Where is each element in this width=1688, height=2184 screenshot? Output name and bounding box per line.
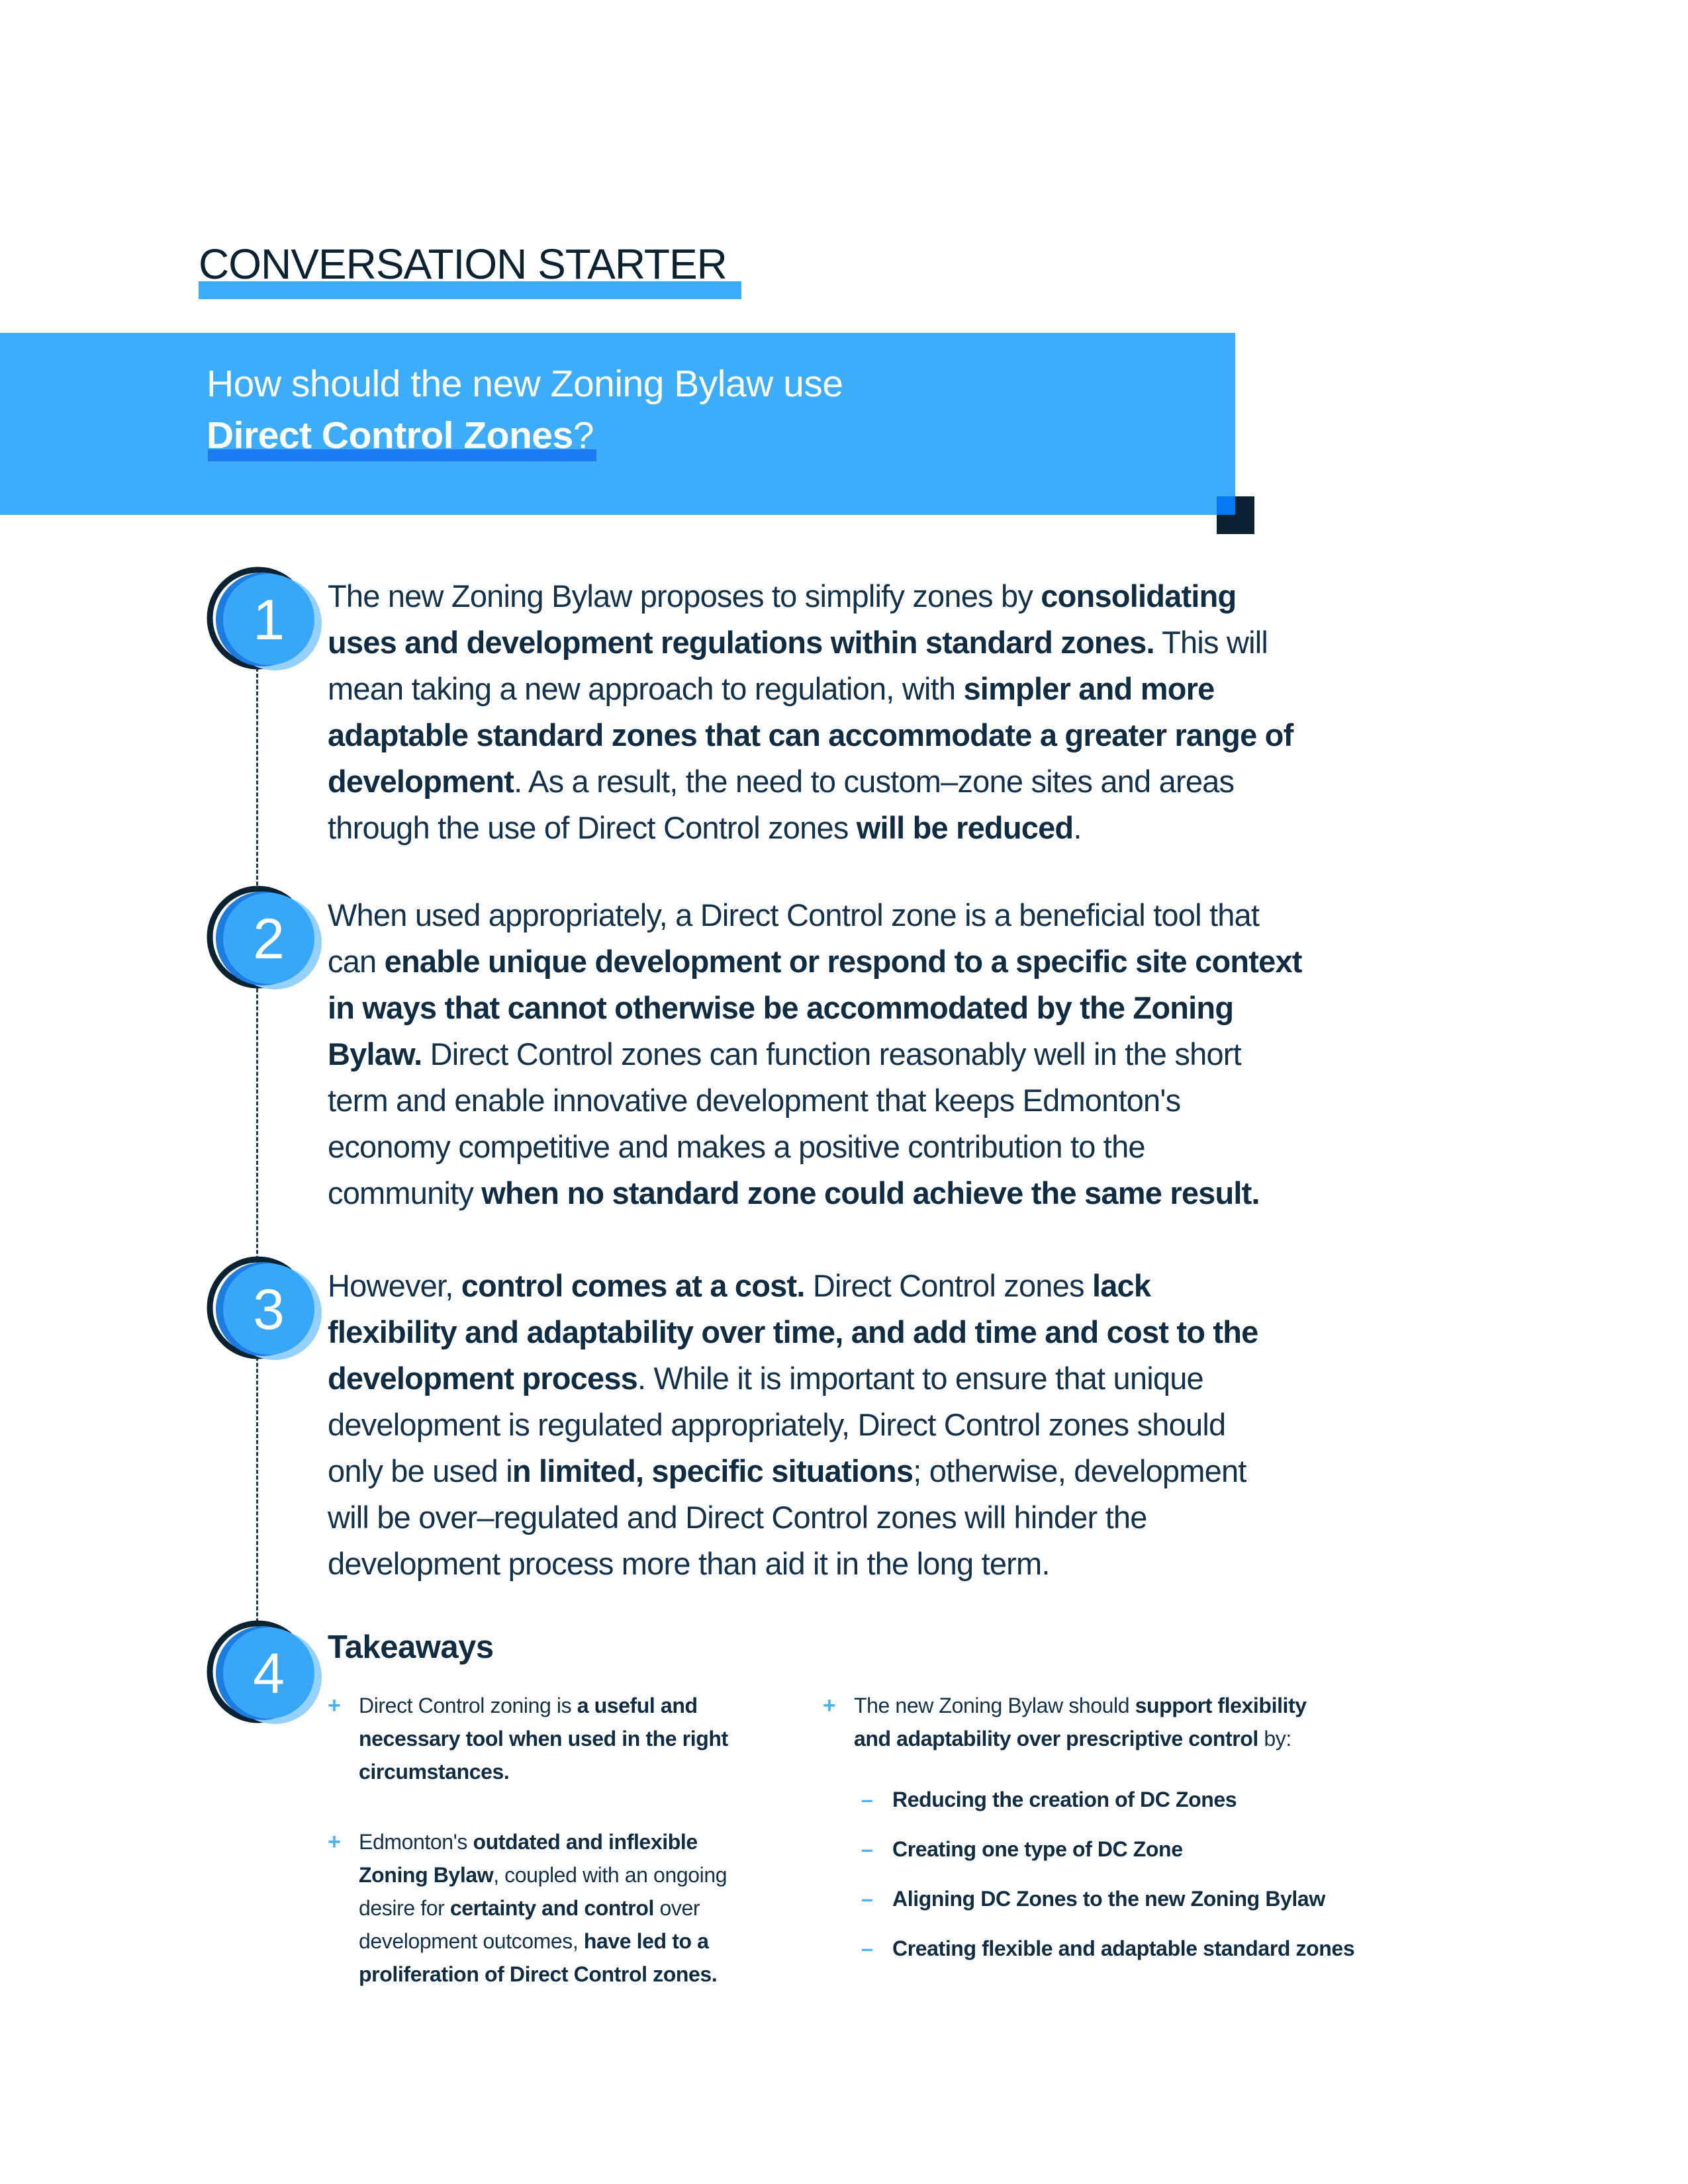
item-number-badge	[207, 1619, 328, 2028]
paragraph-line	[328, 805, 1477, 851]
banner-question-line1: How should the new Zoning Bylaw use	[207, 363, 843, 405]
bullet-text-line	[359, 1722, 728, 1755]
paragraph-line	[328, 985, 1477, 1031]
corner-accent-square	[1217, 496, 1254, 534]
item-number-badge	[207, 1255, 328, 1587]
body-text: . While it is important to ensure that unique	[637, 1361, 1203, 1396]
emphasis-text: development	[328, 764, 514, 799]
number-circle-icon	[207, 1255, 329, 1367]
body-text: Direct Control zones can function reasonably well in the short	[422, 1036, 1241, 1071]
body-text: development outcomes,	[359, 1929, 584, 1953]
paragraph-line	[328, 938, 1477, 985]
paragraph-line	[328, 712, 1477, 758]
sub-bullet-text: Creating one type of DC Zone	[892, 1837, 1183, 1861]
number-circle-icon	[207, 565, 329, 678]
paragraph-line	[328, 758, 1477, 805]
bullet-text-line	[359, 1825, 727, 1858]
plus-bullet-icon: +	[823, 1693, 836, 1718]
sub-bullet-text: Aligning DC Zones to the new Zoning Bylaw	[892, 1887, 1325, 1911]
bullet-text-line	[854, 1689, 1354, 1722]
body-text: Edmonton's	[359, 1830, 473, 1854]
body-text: can	[328, 944, 385, 979]
dash-bullet-icon: –	[861, 1788, 873, 1811]
sub-bullet	[854, 1932, 1354, 1965]
emphasis-text: lack	[1092, 1268, 1151, 1303]
emphasis-text: necessary tool when used in the right	[359, 1727, 728, 1751]
sub-bullet	[854, 1882, 1354, 1915]
bullet-text-line	[359, 1958, 727, 1991]
paragraph-line	[328, 892, 1477, 938]
emphasis-text: in ways that cannot otherwise be accommodated by the Zoning	[328, 990, 1234, 1025]
numbered-items	[207, 573, 1477, 2028]
page-title-block	[199, 240, 736, 289]
sub-bullet-text: Reducing the creation of DC Zones	[892, 1788, 1237, 1811]
body-text: over	[654, 1896, 700, 1920]
item-number: 2	[253, 907, 285, 971]
emphasis-text: will be reduced	[856, 810, 1074, 845]
body-text: This will	[1154, 625, 1268, 660]
body-text: Direct Control zoning is	[359, 1694, 577, 1717]
emphasis-text: proliferation of Direct Control zones.	[359, 1962, 718, 1986]
bullet-text	[854, 1689, 1354, 1981]
body-text: desire for	[359, 1896, 450, 1920]
emphasis-text: when no standard zone could achieve the same result.	[481, 1175, 1260, 1210]
bullet-text-line	[359, 1891, 727, 1925]
emphasis-text: flexibility and adaptability over time, and add time and cost to the	[328, 1314, 1258, 1349]
paragraph-line	[328, 1541, 1477, 1587]
number-circle-icon	[207, 884, 329, 997]
takeaway-bullet	[823, 1689, 1472, 1981]
banner-question-line2	[207, 414, 594, 457]
emphasis-text: certainty and control	[449, 1896, 654, 1920]
numbered-item-4	[207, 1627, 1477, 2028]
body-text: The new Zoning Bylaw should	[854, 1694, 1135, 1717]
dash-bullet-icon: –	[861, 1936, 873, 1960]
body-text: through the use of Direct Control zones	[328, 810, 857, 845]
bullet-text-line	[359, 1925, 727, 1958]
item-content	[328, 1627, 1477, 2028]
dash-bullet-icon: –	[861, 1837, 873, 1861]
item-number: 1	[253, 588, 285, 652]
emphasis-text: have led to a	[583, 1929, 709, 1953]
paragraph-line	[328, 1124, 1477, 1170]
item-number-badge	[207, 565, 328, 851]
number-circle-icon	[207, 1619, 329, 1731]
paragraph-line	[328, 1263, 1477, 1309]
bullet-text	[359, 1689, 728, 1788]
page-title: CONVERSATION STARTER	[199, 240, 736, 289]
emphasis-text: adaptable standard zones that can accommodate a greater range of	[328, 717, 1293, 752]
emphasis-text: support flexibility	[1135, 1694, 1307, 1717]
emphasis-text: circumstances.	[359, 1760, 510, 1784]
item-number: 3	[253, 1278, 285, 1342]
body-text: only be used i	[328, 1453, 512, 1488]
emphasis-text: a useful and	[577, 1694, 698, 1717]
sub-bullet-list	[854, 1783, 1354, 1965]
bullet-text	[359, 1825, 727, 1991]
body-text: economy competitive and makes a positive contribution to the	[328, 1129, 1145, 1164]
body-text: ; otherwise, development	[913, 1453, 1246, 1488]
paragraph-line	[328, 1494, 1477, 1541]
plus-bullet-icon: +	[328, 1829, 341, 1854]
paragraph-line	[328, 619, 1477, 666]
body-text: community	[328, 1175, 482, 1210]
item-content	[328, 573, 1477, 851]
plus-bullet-icon: +	[328, 1693, 341, 1718]
banner-question-mark: ?	[573, 414, 594, 457]
dash-bullet-icon: –	[861, 1887, 873, 1911]
takeaways-left-column	[328, 1689, 791, 2028]
body-text: .	[1073, 810, 1082, 845]
paragraph-line	[328, 1077, 1477, 1124]
paragraph-line	[328, 666, 1477, 712]
bullet-text-line	[854, 1722, 1354, 1755]
emphasis-text: and adaptability over prescriptive control	[854, 1727, 1258, 1751]
question-banner	[0, 333, 1235, 515]
paragraph-line	[328, 1170, 1477, 1216]
sub-bullet	[854, 1783, 1354, 1816]
item-number: 4	[253, 1642, 285, 1706]
bullet-text-line	[359, 1755, 728, 1788]
emphasis-text: uses and development regulations within standard zones.	[328, 625, 1154, 660]
numbered-item-3	[207, 1263, 1477, 1587]
emphasis-text: development process	[328, 1361, 638, 1396]
takeaway-bullet	[328, 1689, 791, 1788]
takeaway-bullet	[328, 1825, 791, 1991]
sub-bullet	[854, 1833, 1354, 1866]
numbered-item-2	[207, 892, 1477, 1216]
body-text: . As a result, the need to custom–zone sites and areas	[514, 764, 1235, 799]
paragraph-line	[328, 1031, 1477, 1077]
sub-bullet-text: Creating flexible and adaptable standard zones	[892, 1936, 1355, 1960]
item-paragraph	[328, 892, 1477, 1216]
takeaways-heading: Takeaways	[328, 1629, 494, 1665]
emphasis-text: n limited, specific situations	[512, 1453, 914, 1488]
body-text: mean taking a new approach to regulation, with	[328, 671, 964, 706]
body-text: development process more than aid it in the long term.	[328, 1546, 1050, 1581]
emphasis-text: outdated and inflexible	[473, 1830, 698, 1854]
body-text: Direct Control zones	[804, 1268, 1092, 1303]
item-paragraph	[328, 573, 1477, 851]
body-text: When used appropriately, a Direct Control zone is a beneficial tool that	[328, 897, 1260, 933]
paragraph-line	[328, 573, 1477, 619]
body-text: term and enable innovative development that keeps Edmonton's	[328, 1083, 1181, 1118]
item-content	[328, 1263, 1477, 1587]
body-text: However,	[328, 1268, 461, 1303]
bullet-text-line	[359, 1689, 728, 1722]
emphasis-text: consolidating	[1041, 578, 1237, 614]
emphasis-text: Zoning Bylaw	[359, 1863, 494, 1887]
paragraph-line	[328, 1448, 1477, 1494]
emphasis-text: control comes at a cost.	[461, 1268, 805, 1303]
body-text: development is regulated appropriately, Direct Control zones should	[328, 1407, 1226, 1442]
body-text: will be over–regulated and Direct Control zones will hinder the	[328, 1500, 1147, 1535]
paragraph-line	[328, 1309, 1477, 1355]
takeaways-columns	[328, 1689, 1477, 2028]
emphasis-text: simpler and more	[963, 671, 1215, 706]
emphasis-text: enable unique development or respond to a specific site context	[384, 944, 1302, 979]
body-text: by:	[1258, 1727, 1291, 1751]
corner-accent-overlap	[1217, 496, 1235, 515]
emphasis-text: Bylaw.	[328, 1036, 422, 1071]
banner-question-keyphrase: Direct Control Zones	[207, 414, 573, 457]
paragraph-line	[328, 1355, 1477, 1402]
item-content	[328, 892, 1477, 1216]
body-text: The new Zoning Bylaw proposes to simplify zones by	[328, 578, 1041, 614]
takeaways-right-column	[823, 1689, 1472, 2019]
bullet-text-line	[359, 1858, 727, 1891]
paragraph-line	[328, 1402, 1477, 1448]
item-number-badge	[207, 884, 328, 1216]
numbered-item-1	[207, 573, 1477, 851]
body-text: , coupled with an ongoing	[493, 1863, 727, 1887]
item-paragraph	[328, 1263, 1477, 1587]
